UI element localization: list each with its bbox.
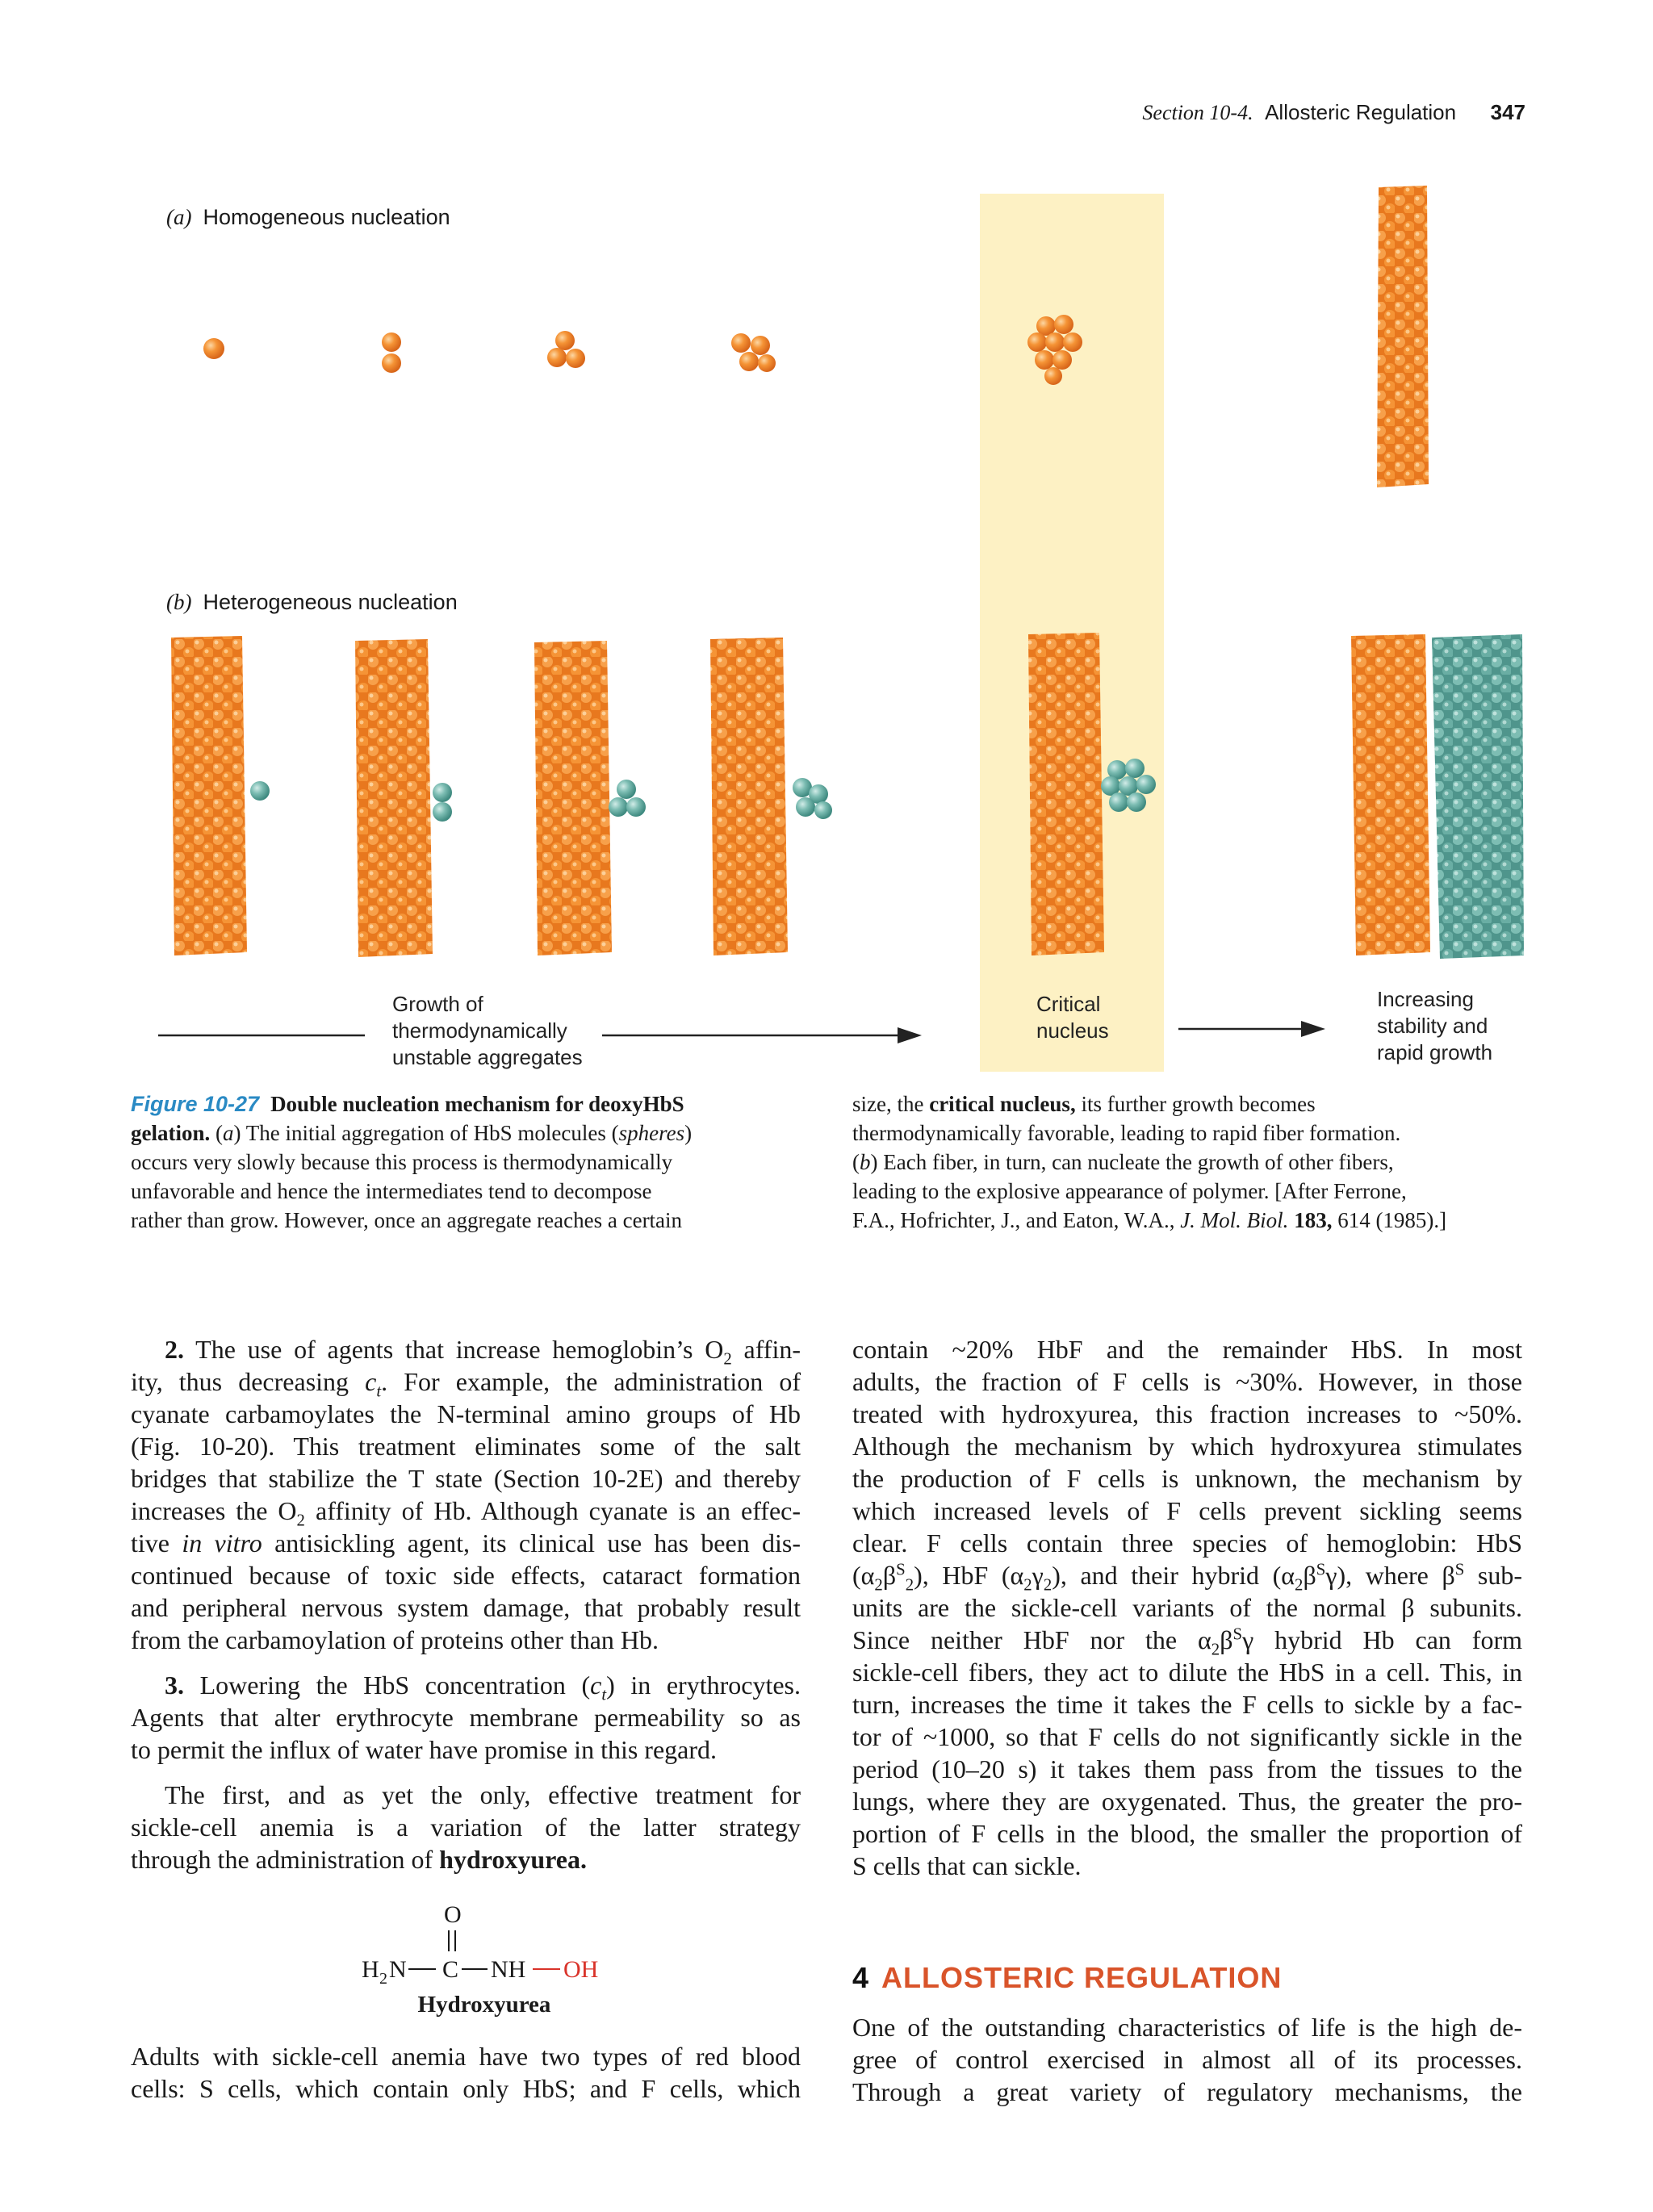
body-text: continued because of toxic side effects, cataract formation bbox=[131, 1561, 801, 1590]
hydroxyurea-label: Hydroxyurea bbox=[417, 1992, 551, 2018]
arrow-label-line: nucleus bbox=[1036, 1018, 1109, 1043]
chem-nh: NH bbox=[491, 1956, 526, 1983]
body-text: Through a great variety of regulatory mechanisms, the bbox=[852, 2077, 1522, 2106]
nucleus-b-2 bbox=[433, 783, 452, 822]
body-text-italic: in vitro bbox=[182, 1528, 262, 1558]
arrow-label-line: Growth of bbox=[392, 992, 483, 1016]
subscript: 2 bbox=[723, 1349, 732, 1369]
body-text: adults, the fraction of F cells is ~30%. However, in those bbox=[852, 1367, 1522, 1396]
body-text: sickle-cell fibers, they act to dilute the HbS in a cell. This, in bbox=[852, 1658, 1522, 1687]
caption-text: leading to the explosive appearance of polymer. [After Ferrone, bbox=[852, 1179, 1407, 1203]
running-head-title: Allosteric Regulation bbox=[1265, 100, 1457, 124]
right-column bbox=[852, 1333, 1522, 1882]
body-text: One of the outstanding characteristics of life is the high de- bbox=[852, 2013, 1522, 2042]
superscript: S bbox=[1316, 1560, 1326, 1579]
caption-text: ) bbox=[684, 1121, 693, 1145]
arrow-label-increasing bbox=[1377, 986, 1492, 1066]
symbol: c bbox=[590, 1670, 602, 1700]
body-text: (Fig. 10-20). This treatment eliminates some of the salt bbox=[131, 1432, 801, 1461]
formula-part: γ bbox=[1032, 1561, 1044, 1590]
caption-text: 614 (1985).] bbox=[1332, 1208, 1447, 1232]
body-text: to permit the influx of water have promise in this regard. bbox=[131, 1735, 718, 1764]
body-text: increases the O bbox=[131, 1496, 297, 1525]
chem-carbon: C bbox=[442, 1956, 459, 1983]
body-text: ) in erythrocytes. bbox=[606, 1670, 801, 1700]
formula-part: β bbox=[882, 1561, 897, 1590]
panel-a-title: Homogeneous nucleation bbox=[203, 205, 450, 229]
symbol: c bbox=[365, 1367, 377, 1396]
body-text: which increased levels of F cells prevent sickling seems bbox=[852, 1496, 1522, 1525]
caption-text: ) The initial aggregation of HbS molecules ( bbox=[233, 1121, 619, 1145]
superscript: S bbox=[896, 1560, 906, 1579]
body-text: sickle-cell anemia is a variation of the latter strategy bbox=[131, 1813, 801, 1842]
body-text-formula bbox=[852, 1624, 1523, 1659]
section-number: 4 bbox=[852, 1961, 869, 1994]
arrow-label-critical bbox=[1036, 991, 1109, 1044]
running-head-section: Section 10-4. bbox=[1142, 101, 1253, 124]
homogeneous-aggregates bbox=[203, 315, 1082, 385]
caption-text: occurs very slowly because this process is thermodynamically bbox=[131, 1150, 673, 1174]
right-column-bottom bbox=[852, 2011, 1522, 2108]
body-text: ity, thus decreasing bbox=[131, 1367, 366, 1396]
fiber-b-5 bbox=[1028, 633, 1104, 955]
panel-b-letter: (b) bbox=[166, 590, 192, 614]
caption-text: b bbox=[860, 1150, 871, 1174]
caption-title: Double nucleation mechanism for deoxyHbS bbox=[270, 1092, 684, 1116]
caption-text: thermodynamically favorable, leading to rapid fiber formation. bbox=[852, 1121, 1401, 1145]
chem-subscript: 2 bbox=[379, 1970, 387, 1988]
caption-title: gelation. bbox=[131, 1121, 211, 1145]
chem-hydroxyl: OH bbox=[563, 1956, 599, 1983]
arrow-label-line: unstable aggregates bbox=[392, 1045, 583, 1069]
formula-part: ), and their hybrid (α bbox=[1052, 1561, 1295, 1590]
nucleus-b-3 bbox=[609, 780, 646, 817]
left-column-bottom bbox=[131, 2040, 801, 2105]
formula-part: β bbox=[1220, 1625, 1233, 1654]
subscript: 2 bbox=[874, 1575, 883, 1595]
formula-part: Since neither HbF nor the α bbox=[852, 1625, 1212, 1654]
body-text: and peripheral nervous system damage, that probably result bbox=[131, 1593, 801, 1622]
caption-bold-term: critical nucleus, bbox=[929, 1092, 1076, 1116]
body-text: cyanate carbamoylates the N-terminal amino groups of Hb bbox=[131, 1399, 801, 1428]
body-text: Agents that alter erythrocyte membrane permeability so as bbox=[131, 1703, 801, 1732]
caption-text: ) Each fiber, in turn, can nucleate the growth of other fibers, bbox=[870, 1150, 1394, 1174]
subscript: 2 bbox=[905, 1575, 914, 1595]
body-text: clear. F cells contain three species of hemoglobin: HbS bbox=[852, 1528, 1522, 1558]
panel-b-label bbox=[166, 590, 458, 615]
figure-number: Figure 10-27 bbox=[131, 1092, 260, 1116]
caption-text: F.A., Hofrichter, J., and Eaton, W.A., bbox=[852, 1208, 1181, 1232]
arrow-label-line: rapid growth bbox=[1377, 1040, 1493, 1064]
body-text: treated with hydroxyurea, this fraction increases to ~50%. bbox=[852, 1399, 1522, 1428]
panel-a-letter: (a) bbox=[166, 205, 192, 229]
nucleus-b-4 bbox=[793, 778, 832, 819]
body-text: The first, and as yet the only, effective treatment for bbox=[165, 1780, 801, 1809]
fiber-b-1 bbox=[171, 636, 247, 955]
caption-text: its further growth becomes bbox=[1075, 1092, 1316, 1116]
body-text: tor of ~1000, so that F cells do not significantly sickle in the bbox=[852, 1722, 1522, 1751]
superscript: S bbox=[1454, 1560, 1465, 1579]
subscript: t bbox=[376, 1382, 382, 1401]
fiber-a-growing bbox=[1377, 186, 1429, 487]
hydroxyurea-structure bbox=[355, 1898, 613, 1995]
caption-text: a bbox=[223, 1121, 234, 1145]
panel-a-label bbox=[166, 205, 450, 230]
body-text: S cells that can sickle. bbox=[852, 1851, 1082, 1880]
subscript: 2 bbox=[296, 1511, 305, 1530]
formula-part: β bbox=[1303, 1561, 1316, 1590]
body-text: turn, increases the time it takes the F cells to sickle by a fac- bbox=[852, 1690, 1522, 1719]
formula-part: γ hybrid Hb can form bbox=[1242, 1625, 1523, 1654]
figure-caption-left bbox=[131, 1089, 781, 1235]
caption-volume: 183, bbox=[1294, 1208, 1333, 1232]
list-number: 3. bbox=[165, 1670, 184, 1700]
body-text: Although the mechanism by which hydroxyurea stimulates bbox=[852, 1432, 1522, 1461]
superscript: S bbox=[1232, 1625, 1243, 1644]
body-text: gree of control exercised in almost all of its processes. bbox=[852, 2045, 1522, 2074]
subscript: 2 bbox=[1295, 1575, 1304, 1595]
list-number: 2. bbox=[165, 1335, 184, 1364]
nucleus-b-1 bbox=[250, 781, 270, 801]
figure-illustration bbox=[0, 0, 1653, 1098]
body-text: The use of agents that increase hemoglobin’s O bbox=[195, 1335, 724, 1364]
caption-text: spheres bbox=[618, 1121, 685, 1145]
arrow-increasing bbox=[1178, 1021, 1325, 1037]
section-title: ALLOSTERIC REGULATION bbox=[881, 1961, 1283, 1994]
body-text: units are the sickle-cell variants of the normal β subunits. bbox=[852, 1593, 1522, 1622]
subscript: t bbox=[601, 1685, 607, 1704]
chem-oxygen: O bbox=[444, 1901, 462, 1928]
page-number: 347 bbox=[1490, 100, 1525, 124]
formula-part: ), HbF (α bbox=[914, 1561, 1024, 1590]
chem-h: H bbox=[362, 1956, 379, 1983]
body-text: cells: S cells, which contain only HbS; and F cells, which bbox=[131, 2074, 801, 2103]
section-heading bbox=[852, 1961, 1282, 1995]
fiber-b-6-teal bbox=[1432, 634, 1524, 959]
body-text: the production of F cells is unknown, the mechanism by bbox=[852, 1464, 1522, 1493]
caption-text: unfavorable and hence the intermediates tend to decompose bbox=[131, 1179, 652, 1203]
body-text: portion of F cells in the blood, the smaller the proportion of bbox=[852, 1819, 1522, 1848]
arrow-label-line: Critical bbox=[1036, 992, 1101, 1016]
fiber-b-4 bbox=[710, 638, 788, 955]
body-text: contain ~20% HbF and the remainder HbS. In most bbox=[852, 1335, 1522, 1364]
subscript: 2 bbox=[1043, 1575, 1052, 1595]
arrow-label-line: thermodynamically bbox=[392, 1018, 567, 1043]
fiber-b-3 bbox=[534, 641, 612, 955]
body-text: tive bbox=[131, 1528, 182, 1558]
left-column bbox=[131, 1333, 801, 1875]
subscript: 2 bbox=[1023, 1575, 1032, 1595]
subscript: 2 bbox=[1211, 1640, 1220, 1659]
body-text: antisickling agent, its clinical use has been dis- bbox=[262, 1528, 801, 1558]
body-text: affinity of Hb. Although cyanate is an effec- bbox=[304, 1496, 801, 1525]
arrow-label-line: stability and bbox=[1377, 1014, 1488, 1038]
caption-text: rather than grow. However, once an aggregate reaches a certain bbox=[131, 1208, 683, 1232]
body-text: Adults with sickle-cell anemia have two types of red blood bbox=[131, 2042, 801, 2071]
body-text-formula bbox=[852, 1559, 1523, 1595]
body-text: through the administration of bbox=[131, 1845, 440, 1874]
body-text: affin- bbox=[731, 1335, 801, 1364]
panel-b-title: Heterogeneous nucleation bbox=[203, 590, 458, 614]
caption-text: size, the bbox=[852, 1092, 930, 1116]
fiber-b-6-orange bbox=[1351, 634, 1430, 955]
body-text: period (10–20 s) it takes them pass from the tissues to the bbox=[852, 1754, 1522, 1783]
caption-text: ( bbox=[210, 1121, 223, 1145]
body-text: bridges that stabilize the T state (Section 10-2E) and thereby bbox=[131, 1464, 801, 1493]
fiber-b-2 bbox=[355, 639, 433, 957]
body-text: . For example, the administration of bbox=[381, 1367, 801, 1396]
formula-part: (α bbox=[852, 1561, 875, 1590]
body-text: from the carbamoylation of proteins other than Hb. bbox=[131, 1625, 659, 1654]
body-text: lungs, where they are oxygenated. Thus, the greater the pro- bbox=[852, 1787, 1522, 1816]
formula-part: sub- bbox=[1464, 1561, 1523, 1590]
formula-part: γ), where β bbox=[1325, 1561, 1455, 1590]
figure-caption-right: size, the critical nucleus, its further growth becomes thermodynamically favorable, leading to rapid fiber formation. (b) Each fiber, in turn, can nucleate the growth of other fibers, leading to the explosive appearance of polymer. [After Ferrone, F.A., Hofrichter, J., and Eaton, W.A., J. Mol. Biol. 183, 614 (1985).] bbox=[852, 1089, 1530, 1235]
bold-term: hydroxyurea. bbox=[439, 1845, 587, 1874]
arrow-label-growth bbox=[392, 991, 583, 1071]
body-text: Lowering the HbS concentration ( bbox=[184, 1670, 591, 1700]
chem-n: N bbox=[389, 1956, 407, 1983]
arrow-label-line: Increasing bbox=[1377, 987, 1474, 1011]
caption-journal: J. Mol. Biol. bbox=[1180, 1208, 1289, 1232]
